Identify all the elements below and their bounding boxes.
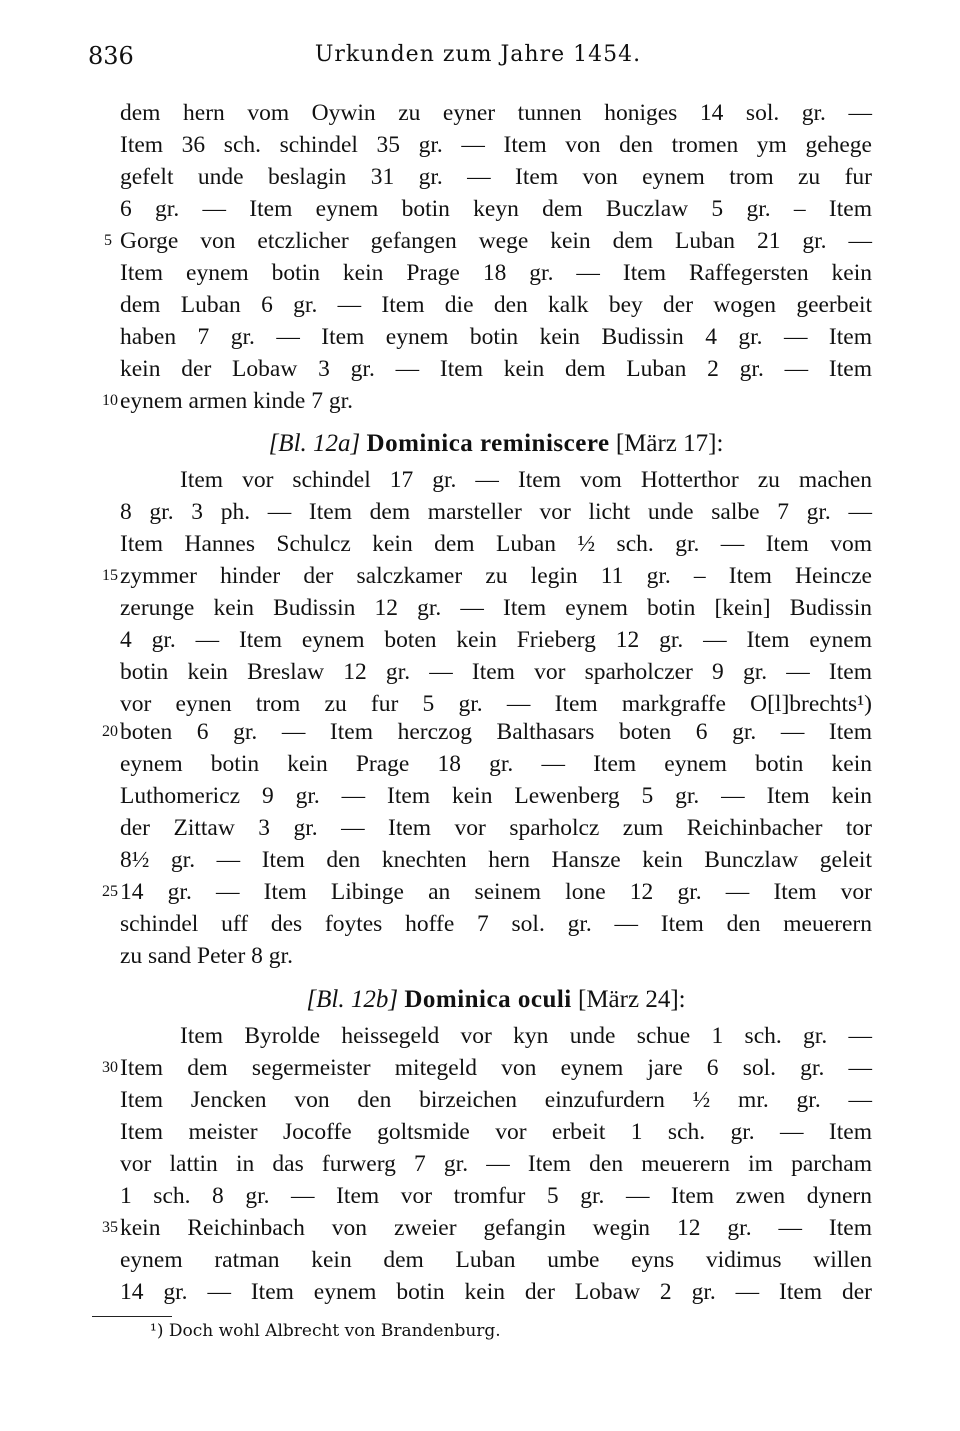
- page-header: [88, 42, 868, 82]
- text-line: kein Reichinbach von zweier gefangin wegin 12 gr. — Item: [120, 1215, 872, 1241]
- line-number: 20: [102, 723, 118, 740]
- text-line: zymmer hinder der salczkamer zu legin 11 gr. – Item Heincze: [120, 563, 872, 589]
- footnote-rule: [92, 1316, 172, 1317]
- line-number: 5: [104, 232, 112, 249]
- text-line: der Zittaw 3 gr. — Item vor sparholcz zum Reichinbacher tor: [120, 815, 872, 841]
- text-line: Item Jencken von den birzeichen einzufurdern ½ mr. gr. —: [120, 1087, 872, 1113]
- text-line: eynem botin kein Prage 18 gr. — Item eynem botin kein: [120, 751, 872, 777]
- line-number: 10: [102, 392, 118, 409]
- text-line: Item vor schindel 17 gr. — Item vom Hotterthor zu machen: [180, 467, 872, 493]
- text-line: Gorge von etczlicher gefangen wege kein dem Luban 21 gr. —: [120, 228, 872, 254]
- line-number: 25: [102, 883, 118, 900]
- text-line: vor lattin in das furwerg 7 gr. — Item den meuerern im parcham: [120, 1151, 872, 1177]
- text-line: 14 gr. — Item Libinge an seinem lone 12 gr. — Item vor: [120, 879, 872, 905]
- text-line: 8½ gr. — Item den knechten hern Hansze kein Bunczlaw geleit: [120, 847, 872, 873]
- text-line: 8 gr. 3 ph. — Item dem marsteller vor licht unde salbe 7 gr. —: [120, 499, 872, 525]
- footnote: ¹) Doch wohl Albrecht von Brandenburg.: [150, 1321, 501, 1341]
- section-heading-oculi: [120, 982, 872, 1018]
- feast-name: Dominica oculi: [404, 986, 572, 1013]
- page-number: 836: [88, 42, 134, 70]
- line-number: 30: [102, 1059, 118, 1076]
- folio-reference: [Bl. 12a]: [268, 430, 361, 457]
- text-line: Item meister Jocoffe goltsmide vor erbeit 1 sch. gr. — Item: [120, 1119, 872, 1145]
- folio-reference: [Bl. 12b]: [306, 986, 399, 1013]
- text-line: gefelt unde beslagin 31 gr. — Item von eynem trom zu fur: [120, 164, 872, 190]
- section-heading-reminiscere: [120, 426, 872, 462]
- text-line: vor eynen trom zu fur 5 gr. — Item markgraffe O[l]brechts¹): [120, 691, 872, 717]
- text-line: botin kein Breslaw 12 gr. — Item vor sparholczer 9 gr. — Item: [120, 659, 872, 685]
- line-number: 15: [102, 567, 118, 584]
- feast-date: [März 17]:: [615, 430, 724, 457]
- text-line: 14 gr. — Item eynem botin kein der Lobaw 2 gr. — Item der: [120, 1279, 872, 1305]
- text-line: 6 gr. — Item eynem botin keyn dem Buczlaw 5 gr. – Item: [120, 196, 872, 222]
- text-line: dem hern vom Oywin zu eyner tunnen honiges 14 sol. gr. —: [120, 100, 872, 126]
- text-line: haben 7 gr. — Item eynem botin kein Budissin 4 gr. — Item: [120, 324, 872, 350]
- text-line: eynem ratman kein dem Luban umbe eyns vidimus willen: [120, 1247, 872, 1273]
- text-line: 1 sch. 8 gr. — Item vor tromfur 5 gr. — Item zwen dynern: [120, 1183, 872, 1209]
- feast-name: Dominica reminiscere: [366, 430, 610, 457]
- line-number: 35: [102, 1219, 118, 1236]
- text-line: dem Luban 6 gr. — Item die den kalk bey der wogen geerbeit: [120, 292, 872, 318]
- text-line: Item Byrolde heissegeld vor kyn unde schue 1 sch. gr. —: [180, 1023, 872, 1049]
- text-line: kein der Lobaw 3 gr. — Item kein dem Luban 2 gr. — Item: [120, 356, 872, 382]
- text-line: Luthomericz 9 gr. — Item kein Lewenberg 5 gr. — Item kein: [120, 783, 872, 809]
- text-line: Item 36 sch. schindel 35 gr. — Item von den tromen ym gehege: [120, 132, 872, 158]
- text-line: zu sand Peter 8 gr.: [120, 943, 293, 969]
- text-line: Item Hannes Schulcz kein dem Luban ½ sch. gr. — Item vom: [120, 531, 872, 557]
- feast-date: [März 24]:: [578, 986, 686, 1013]
- text-line: Item dem segermeister mitegeld von eynem jare 6 sol. gr. —: [120, 1055, 872, 1081]
- text-line: 4 gr. — Item eynem boten kein Frieberg 12 gr. — Item eynem: [120, 627, 872, 653]
- text-line: zerunge kein Budissin 12 gr. — Item eynem botin [kein] Budissin: [120, 595, 872, 621]
- text-line: eynem armen kinde 7 gr.: [120, 388, 353, 414]
- text-line: Item eynem botin kein Prage 18 gr. — Item Raffegersten kein: [120, 260, 872, 286]
- text-line: schindel uff des foytes hoffe 7 sol. gr. — Item den meuerern: [120, 911, 872, 937]
- running-title: Urkunden zum Jahre 1454.: [314, 42, 642, 67]
- text-line: boten 6 gr. — Item herczog Balthasars boten 6 gr. — Item: [120, 719, 872, 745]
